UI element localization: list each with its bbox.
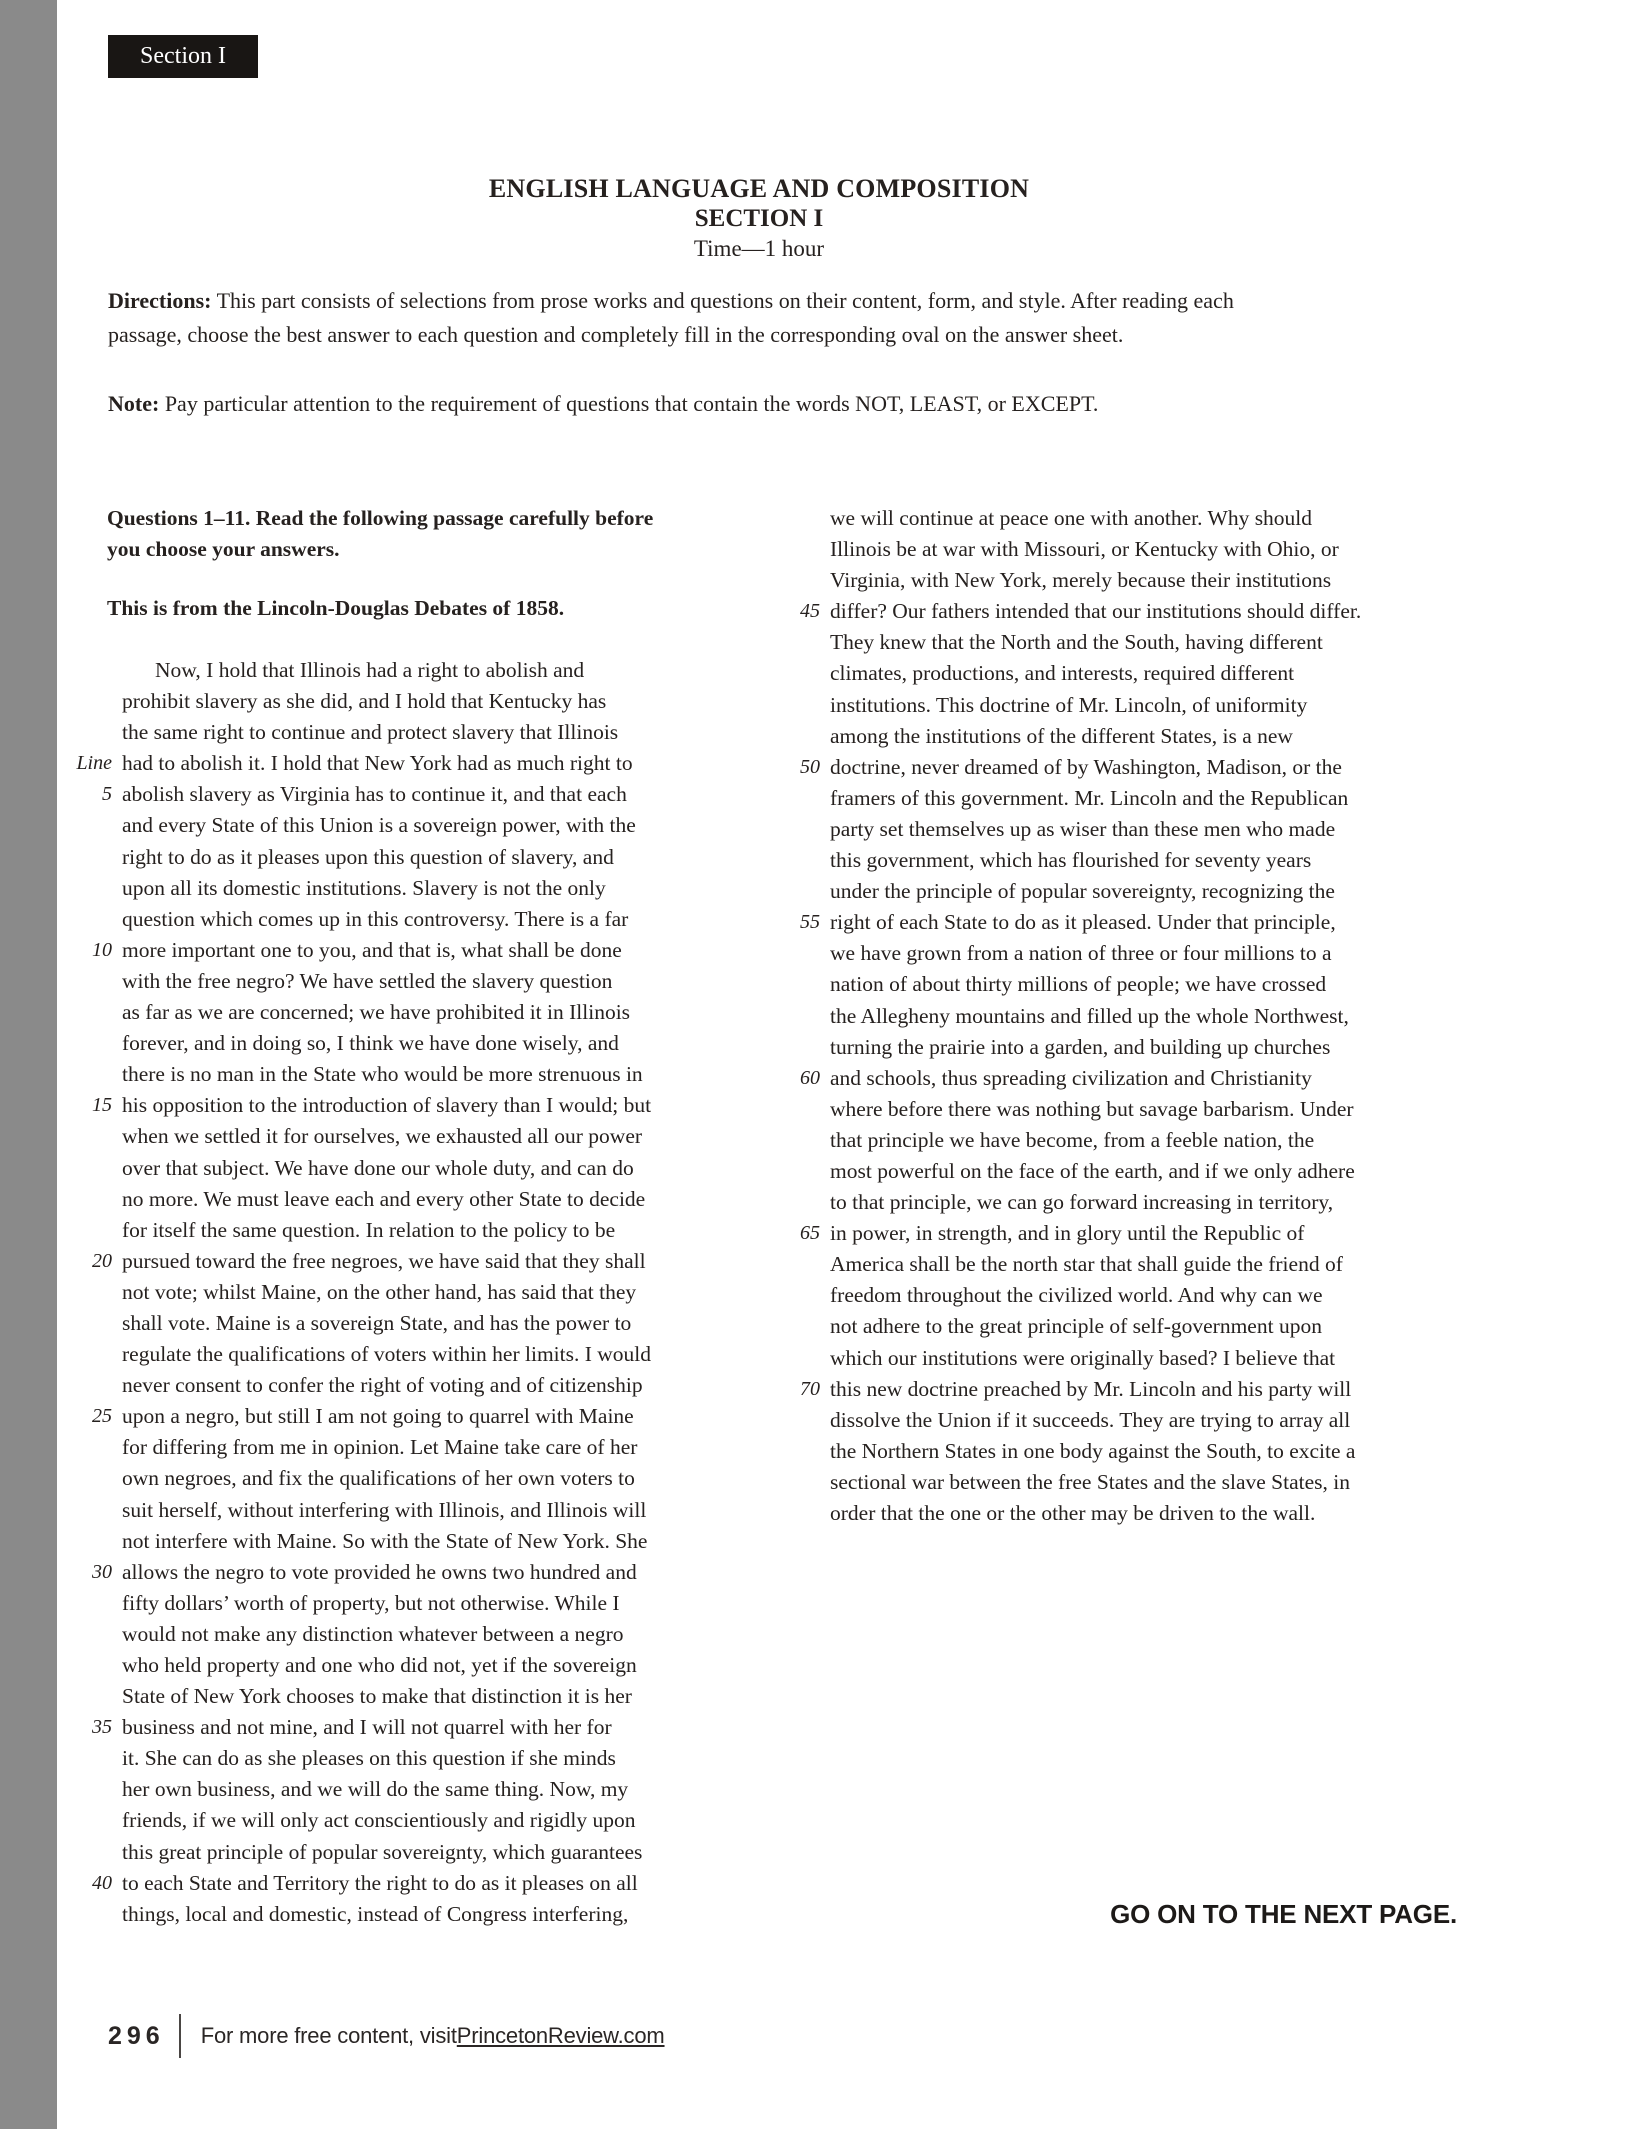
- line-text: where before there was nothing but savage barbarism. Under: [830, 1096, 1354, 1121]
- page-number: 296: [108, 2021, 165, 2050]
- line-text: the Allegheny mountains and filled up the whole Northwest,: [830, 1003, 1349, 1028]
- line-text: not adhere to the great principle of self-government upon: [830, 1314, 1322, 1339]
- passage-line: [776, 752, 1361, 783]
- line-text: friends, if we will only act conscientiously and rigidly upon: [122, 1808, 636, 1833]
- line-text: would not make any distinction whatever between a negro: [122, 1621, 624, 1646]
- passage-line: [68, 1899, 651, 1930]
- line-text: no more. We must leave each and every other State to decide: [122, 1186, 646, 1211]
- line-text: party set themselves up as wiser than these men who made: [830, 816, 1336, 841]
- line-number: [776, 783, 830, 814]
- line-number: [68, 1526, 122, 1557]
- directions-paragraph: [108, 284, 1438, 352]
- line-number: [776, 1249, 830, 1280]
- passage-instructions-line: Questions 1–11. Read the following passage carefully before: [107, 506, 654, 530]
- line-number: [68, 1184, 122, 1215]
- passage-line: [776, 1125, 1361, 1156]
- passage-instructions: [107, 503, 653, 565]
- line-number: [776, 534, 830, 565]
- passage-column-left: [68, 655, 651, 1930]
- passage-instructions-line: you choose your answers.: [107, 537, 340, 562]
- passage-line: [68, 997, 651, 1028]
- line-text: freedom throughout the civilized world. And why can we: [830, 1283, 1323, 1308]
- passage-line: [68, 1681, 651, 1712]
- passage-line: [68, 904, 651, 935]
- passage-line: [776, 721, 1361, 752]
- line-number: [68, 842, 122, 873]
- directions-line: [108, 284, 1438, 318]
- line-number: 10: [92, 938, 112, 961]
- line-number: [68, 1463, 122, 1494]
- passage-line: [68, 1246, 651, 1277]
- directions-text: This part consists of selections from prose works and questions on their content, form, and style. After reading each: [211, 288, 1234, 313]
- line-number: [68, 1619, 122, 1650]
- passage-line: [68, 1184, 651, 1215]
- passage-line: [68, 1121, 651, 1152]
- footer-link[interactable]: PrincetonReview.com: [456, 2023, 665, 2048]
- line-text: sectional war between the free States and the slave States, in: [830, 1469, 1350, 1494]
- passage-line: [776, 1001, 1361, 1032]
- line-text: her own business, and we will do the same thing. Now, my: [122, 1777, 629, 1802]
- line-number: [68, 1837, 122, 1868]
- passage-line: [68, 1774, 651, 1805]
- line-number: [776, 503, 830, 534]
- line-text: Virginia, with New York, merely because their institutions: [830, 568, 1332, 593]
- line-number: [776, 1343, 830, 1374]
- go-on-instruction: GO ON TO THE NEXT PAGE.: [1110, 1899, 1457, 1929]
- line-number: 25: [92, 1405, 112, 1428]
- line-number: [68, 1059, 122, 1090]
- line-number: [776, 1498, 830, 1529]
- line-text: upon all its domestic institutions. Slavery is not the only: [122, 875, 606, 900]
- line-text: this government, which has flourished for seventy years: [830, 848, 1312, 873]
- line-text: we have grown from a nation of three or four millions to a: [830, 941, 1332, 966]
- passage-line: [68, 1370, 651, 1401]
- line-text: to each State and Territory the right to do as it pleases on all: [122, 1870, 638, 1895]
- line-number: [68, 1681, 122, 1712]
- line-number: [68, 1432, 122, 1463]
- passage-line: [776, 658, 1361, 689]
- line-text: that principle we have become, from a feeble nation, the: [830, 1127, 1315, 1152]
- line-text: business and not mine, and I will not quarrel with her for: [122, 1715, 612, 1740]
- passage-line: [776, 1218, 1361, 1249]
- page-edge-bar: [0, 0, 57, 2129]
- passage-line: [68, 1090, 651, 1121]
- passage-line: [68, 810, 651, 841]
- line-number: [776, 1156, 830, 1187]
- line-text: under the principle of popular sovereignty, recognizing the: [830, 879, 1335, 904]
- line-text: suit herself, without interfering with Illinois, and Illinois will: [122, 1497, 647, 1522]
- passage-line: [68, 1619, 651, 1650]
- line-number: [68, 1650, 122, 1681]
- passage-line: [776, 1436, 1361, 1467]
- line-number: 30: [92, 1560, 112, 1583]
- line-number: [68, 1495, 122, 1526]
- section-tab-label: Section I: [140, 43, 226, 69]
- line-number: [68, 1121, 122, 1152]
- line-number: [68, 717, 122, 748]
- line-text: had to abolish it. I hold that New York had as much right to: [122, 751, 633, 776]
- passage-line: [776, 1063, 1361, 1094]
- passage-line: [68, 842, 651, 873]
- line-text: allows the negro to vote provided he owns two hundred and: [122, 1559, 637, 1584]
- line-text: regulate the qualifications of voters within her limits. I would: [122, 1342, 652, 1367]
- line-number: [68, 655, 122, 686]
- passage-line: [776, 1156, 1361, 1187]
- passage-line: [68, 1526, 651, 1557]
- line-number: [68, 873, 122, 904]
- line-number: [776, 1032, 830, 1063]
- line-text: in power, in strength, and in glory until the Republic of: [830, 1221, 1305, 1246]
- passage-line: [68, 1215, 651, 1246]
- line-number: [776, 658, 830, 689]
- passage-line: [68, 1743, 651, 1774]
- line-number: [776, 1094, 830, 1125]
- exam-section-heading: SECTION I: [694, 205, 824, 232]
- line-text: over that subject. We have done our whole duty, and can do: [122, 1155, 634, 1180]
- line-number: [68, 1774, 122, 1805]
- line-number: [68, 1028, 122, 1059]
- line-text: never consent to confer the right of voting and of citizenship: [122, 1373, 643, 1398]
- line-number: [776, 565, 830, 596]
- line-number: 20: [92, 1249, 112, 1272]
- exam-title: ENGLISH LANGUAGE AND COMPOSITION: [488, 174, 1030, 203]
- passage-line: [68, 1495, 651, 1526]
- passage-line: [776, 1094, 1361, 1125]
- passage-line: [68, 748, 651, 779]
- passage-line: [68, 1059, 651, 1090]
- line-text: who held property and one who did not, yet if the sovereign: [122, 1653, 637, 1677]
- line-text: abolish slavery as Virginia has to continue it, and that each: [122, 782, 627, 807]
- line-text: not vote; whilst Maine, on the other hand, has said that they: [122, 1279, 637, 1304]
- note-text: Pay particular attention to the requirement of questions that contain the words NOT, LEAST, or EXCEPT.: [159, 391, 1099, 416]
- passage-line: [68, 966, 651, 997]
- line-number: 15: [92, 1094, 112, 1117]
- passage-line: [776, 1032, 1361, 1063]
- passage-line: [776, 969, 1361, 1000]
- passage-line: [776, 1187, 1361, 1218]
- line-number: 45: [800, 600, 820, 623]
- line-text: pursued toward the free negroes, we have said that they shall: [122, 1248, 646, 1273]
- passage-line: [68, 779, 651, 810]
- line-number: [776, 814, 830, 845]
- line-text: among the institutions of the different States, is a new: [830, 723, 1293, 748]
- line-number: [776, 721, 830, 752]
- passage-line: [68, 935, 651, 966]
- exam-time-limit: Time—1 hour: [693, 236, 825, 261]
- line-text: with the free negro? We have settled the slavery question: [122, 968, 613, 993]
- line-text: most powerful on the face of the earth, and if we only adhere: [830, 1158, 1355, 1183]
- passage-line: [68, 1837, 651, 1868]
- line-number: 35: [92, 1716, 112, 1739]
- line-text: differ? Our fathers intended that our institutions should differ.: [830, 599, 1362, 624]
- line-number: [776, 1436, 830, 1467]
- line-number: [68, 1370, 122, 1401]
- footer-divider: [179, 2014, 181, 2058]
- line-text: dissolve the Union if it succeeds. They are trying to array all: [830, 1407, 1351, 1432]
- passage-line: [68, 717, 651, 748]
- line-text: the same right to continue and protect slavery that Illinois: [122, 720, 619, 745]
- passage-line: [68, 1308, 651, 1339]
- note-label: Note:: [108, 391, 160, 416]
- line-number: [776, 1125, 830, 1156]
- line-number: [776, 876, 830, 907]
- line-text: we will continue at peace one with another. Why should: [830, 506, 1313, 530]
- line-number: [68, 904, 122, 935]
- page-footer: [108, 2012, 665, 2060]
- passage-line: [776, 1280, 1361, 1311]
- passage-line: [68, 1432, 651, 1463]
- passage-line: [776, 565, 1361, 596]
- line-text: the Northern States in one body against the South, to excite a: [830, 1438, 1356, 1463]
- line-text: more important one to you, and that is, what shall be done: [122, 937, 622, 962]
- line-text: question which comes up in this controversy. There is a far: [122, 906, 629, 931]
- line-text: right of each State to do as it pleased. Under that principle,: [830, 910, 1336, 935]
- passage-line: [776, 938, 1361, 969]
- line-text: not interfere with Maine. So with the State of New York. She: [122, 1528, 648, 1553]
- passage-line: [68, 1805, 651, 1836]
- line-text: America shall be the north star that shall guide the friend of: [830, 1252, 1343, 1277]
- passage-line: [68, 873, 651, 904]
- line-number: 60: [800, 1066, 820, 1089]
- passage-line: [68, 1712, 651, 1743]
- passage-source-note: This is from the Lincoln-Douglas Debates of 1858.: [107, 596, 565, 620]
- passage-line: [776, 1249, 1361, 1280]
- line-text: shall vote. Maine is a sovereign State, and has the power to: [122, 1310, 632, 1335]
- line-number: [68, 1308, 122, 1339]
- passage-line: [776, 845, 1361, 876]
- line-text: for differing from me in opinion. Let Maine take care of her: [122, 1435, 638, 1460]
- line-number: [776, 1001, 830, 1032]
- line-number: [776, 1467, 830, 1498]
- passage-line: [68, 1557, 651, 1588]
- line-number: 70: [800, 1377, 820, 1400]
- line-text: Now, I hold that Illinois had a right to abolish and: [155, 658, 585, 682]
- line-number: [68, 686, 122, 717]
- passage-line: [68, 686, 651, 717]
- line-number: [776, 845, 830, 876]
- line-text: forever, and in doing so, I think we have done wisely, and: [122, 1031, 619, 1056]
- footer-text: For more free content, visit: [200, 2023, 457, 2048]
- line-text: and every State of this Union is a sovereign power, with the: [122, 813, 636, 838]
- line-number: [68, 1899, 122, 1930]
- line-number: [776, 1311, 830, 1342]
- note-paragraph: [108, 391, 1438, 417]
- passage-line: [68, 1868, 651, 1899]
- passage-line: [68, 1588, 651, 1619]
- line-number: [68, 1743, 122, 1774]
- line-text: framers of this government. Mr. Lincoln and the Republican: [830, 785, 1349, 810]
- passage-line: [776, 534, 1361, 565]
- line-text: this great principle of popular sovereignty, which guarantees: [122, 1839, 643, 1864]
- line-number: [776, 1187, 830, 1218]
- line-text: it. She can do as she pleases on this question if she minds: [122, 1746, 616, 1771]
- passage-line: [776, 1498, 1361, 1529]
- passage-line: [776, 1374, 1361, 1405]
- line-text: climates, productions, and interests, required different: [830, 661, 1295, 686]
- line-text: things, local and domestic, instead of Congress interfering,: [122, 1901, 629, 1926]
- line-text: when we settled it for ourselves, we exhausted all our power: [122, 1124, 643, 1149]
- passage-line: [68, 1153, 651, 1184]
- passage-column-right: [776, 503, 1361, 1529]
- passage-line: [776, 876, 1361, 907]
- line-text: this new doctrine preached by Mr. Lincoln and his party will: [830, 1376, 1352, 1401]
- passage-line: [68, 1277, 651, 1308]
- line-text: right to do as it pleases upon this question of slavery, and: [122, 844, 614, 869]
- line-number: [68, 966, 122, 997]
- line-number: [68, 1339, 122, 1370]
- passage-line: [68, 1650, 651, 1681]
- line-number: [776, 938, 830, 969]
- line-number: [68, 1805, 122, 1836]
- line-text: as far as we are concerned; we have prohibited it in Illinois: [122, 1000, 631, 1025]
- line-number: [68, 1153, 122, 1184]
- line-text: and schools, thus spreading civilization and Christianity: [830, 1065, 1312, 1090]
- passage-line: [68, 655, 651, 686]
- line-text: prohibit slavery as she did, and I hold that Kentucky has: [122, 689, 607, 714]
- line-text: Illinois be at war with Missouri, or Kentucky with Ohio, or: [830, 537, 1339, 562]
- passage-line: [776, 1467, 1361, 1498]
- line-number: [776, 969, 830, 1000]
- passage-line: [776, 814, 1361, 845]
- line-number: 40: [92, 1871, 112, 1894]
- passage-line: [776, 907, 1361, 938]
- line-number: [68, 1277, 122, 1308]
- line-number: [776, 627, 830, 658]
- passage-line: [776, 783, 1361, 814]
- line-text: doctrine, never dreamed of by Washington, Madison, or the: [830, 754, 1342, 779]
- line-text: fifty dollars’ worth of property, but not otherwise. While I: [122, 1590, 620, 1615]
- exam-header: [108, 174, 1410, 264]
- line-number: 5: [102, 783, 112, 806]
- passage-line: [68, 1463, 651, 1494]
- line-number: [68, 1588, 122, 1619]
- passage-line: [68, 1339, 651, 1370]
- passage-line: [776, 690, 1361, 721]
- passage-line: [776, 1311, 1361, 1342]
- line-text: order that the one or the other may be driven to the wall.: [830, 1501, 1316, 1525]
- line-text: there is no man in the State who would be more strenuous in: [122, 1062, 643, 1087]
- passage-line: [776, 1343, 1361, 1374]
- passage-line: [68, 1401, 651, 1432]
- line-text: nation of about thirty millions of people; we have crossed: [830, 972, 1327, 997]
- passage-line: [776, 596, 1361, 627]
- passage-line: [776, 503, 1361, 534]
- line-text: for itself the same question. In relation to the policy to be: [122, 1217, 616, 1242]
- line-number: 50: [800, 755, 820, 778]
- line-text: his opposition to the introduction of slavery than I would; but: [122, 1093, 652, 1118]
- line-text: upon a negro, but still I am not going to quarrel with Maine: [122, 1404, 634, 1429]
- line-text: to that principle, we can go forward increasing in territory,: [830, 1190, 1334, 1215]
- line-number: 55: [800, 911, 820, 934]
- line-number: [68, 810, 122, 841]
- line-number: [776, 690, 830, 721]
- line-number: [776, 1280, 830, 1311]
- directions-line: passage, choose the best answer to each question and completely fill in the corresponding oval on the answer sheet.: [108, 322, 1124, 347]
- passage-line: [776, 627, 1361, 658]
- line-number: [776, 1405, 830, 1436]
- passage-line: [776, 1405, 1361, 1436]
- line-text: State of New York chooses to make that distinction it is her: [122, 1684, 632, 1709]
- line-text: own negroes, and fix the qualifications of her own voters to: [122, 1466, 635, 1491]
- line-number: [68, 1215, 122, 1246]
- section-tab: [108, 35, 258, 78]
- line-text: which our institutions were originally based? I believe that: [830, 1345, 1336, 1370]
- directions-label: Directions:: [108, 288, 212, 313]
- line-text: turning the prairie into a garden, and building up churches: [830, 1034, 1331, 1059]
- line-number: 65: [800, 1222, 820, 1245]
- line-number: Line: [76, 752, 112, 775]
- line-text: They knew that the North and the South, having different: [830, 630, 1323, 655]
- line-text: institutions. This doctrine of Mr. Lincoln, of uniformity: [830, 692, 1308, 717]
- line-number: [68, 997, 122, 1028]
- passage-line: [68, 1028, 651, 1059]
